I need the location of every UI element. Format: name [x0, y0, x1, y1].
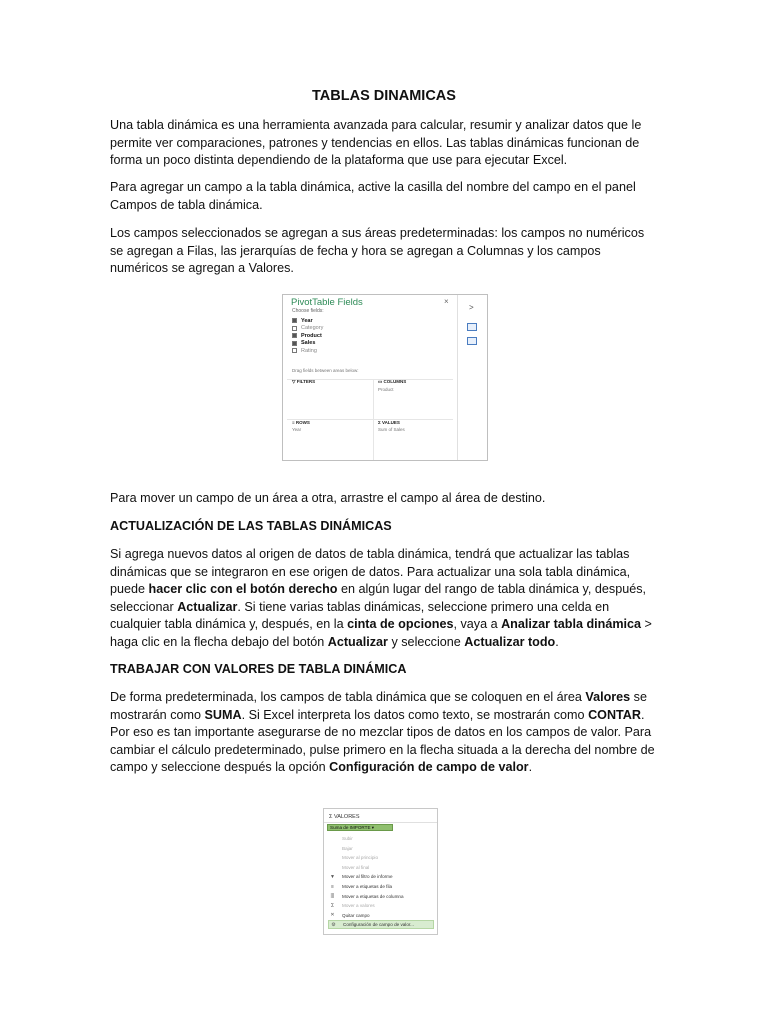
checkbox-icon [292, 341, 297, 346]
checkbox-icon [292, 348, 297, 353]
filter-icon-label: ▽ FILTERS [292, 379, 316, 384]
checkbox-icon [292, 318, 297, 323]
menu-item-label: Bajar [342, 845, 353, 851]
menu-item-label: Mover a etiquetas de columna [342, 893, 404, 899]
add-field-paragraph: Para agregar un campo a la tabla dinámica, active la casilla del nombre del campo en el panel Campos de tabla dinámica. [110, 180, 636, 212]
menu-item-label: Configuración de campo de valor... [343, 922, 414, 928]
rows-area: ≡ ROWS Year [292, 420, 310, 432]
menu-item-label: Subir [342, 836, 353, 841]
menu-item[interactable] [328, 872, 434, 881]
pivot-title: PivotTable Fields [291, 297, 363, 308]
menu-item-icon: Σ [330, 902, 335, 909]
menu-item-icon: ✕ [330, 912, 335, 919]
field-list-icon [467, 323, 477, 331]
menu-item[interactable] [328, 844, 434, 853]
menu-item-label: Quitar campo [342, 912, 370, 918]
intro-paragraph: Una tabla dinámica es una herramienta avanzada para calcular, resumir y analizar datos que le permite ver comparaciones, patrones y tendencias en ellos. Las tablas dinámicas funcionan de forma un poco distinta dependiendo de la plataforma que use para ejecutar Excel. [110, 118, 642, 168]
choose-fields-label: Choose fields: [292, 308, 324, 314]
menu-item[interactable] [328, 892, 434, 901]
pivot-fields-pane [283, 295, 458, 460]
heading-actualizacion: ACTUALIZACIÓN DE LAS TABLAS DINÁMICAS [110, 519, 392, 533]
heading-valores: TRABAJAR CON VALORES DE TABLA DINÁMICA [110, 662, 407, 676]
menu-item-label: Mover a valores [342, 903, 375, 909]
drag-fields-label: Drag fields between areas below: [292, 368, 359, 373]
pivottable-fields-figure [282, 294, 488, 461]
menu-item-label: Mover al principio [342, 855, 378, 861]
refresh-paragraph: Si agrega nuevos datos al origen de datos de tabla dinámica, tendrá que actualizar las tablas dinámicas que se integraron en ese origen de datos. Para actualizar una sola tabla dinámica, puede hacer clic con el botón derecho en algún lugar del rango de tabla dinámica y, después, seleccionar Actualizar. Si tiene varias tablas dinámicas, seleccione primero una celda en cualquier tabla dinámica y, después, en la cinta de opciones, vaya a Analizar tabla dinámica > haga clic en la flecha debajo del botón Actualizar y seleccione Actualizar todo. [110, 547, 652, 649]
close-icon: × [444, 297, 449, 306]
selected-value-field: Suma de IMPORTE ▾ [327, 824, 393, 831]
menu-item[interactable] [328, 863, 434, 872]
pivot-side-toolbar [458, 295, 487, 460]
columns-area: ▭ COLUMNS Product [378, 379, 407, 392]
menu-item[interactable] [328, 920, 434, 929]
valores-menu-figure [323, 808, 438, 935]
menu-item[interactable] [328, 853, 434, 862]
menu-item-icon: ⚙ [331, 921, 336, 928]
menu-item-icon: ||| [330, 893, 335, 900]
menu-item[interactable] [328, 901, 434, 910]
values-area: Σ VALUES Sum of Sales [378, 420, 405, 432]
pivot-field: Rating [292, 347, 323, 355]
values-paragraph: De forma predeterminada, los campos de tabla dinámica que se coloquen en el área Valores se mostrarán como SUMA. Si Excel interpreta los datos como texto, se mostrarán como CONTAR. Por eso es tan importante asegurarse de no mezclar tipos de datos en los campos de valor. Para cambiar el cálculo predeterminado, pulse primero en la flecha situada a la derecha del nombre de campo y seleccione después la opción Configuración de campo de valor. [110, 690, 655, 775]
filters-area [292, 379, 315, 385]
checkbox-icon [292, 333, 297, 338]
menu-item-label: Mover a etiquetas de fila [342, 884, 393, 889]
menu-item[interactable] [328, 911, 434, 920]
valores-header: Σ VALORES [329, 814, 360, 820]
document-title: TABLAS DINAMICAS [312, 88, 456, 104]
chevron-right-icon: > [469, 303, 474, 312]
divider [324, 822, 437, 823]
pivot-field-list [292, 317, 323, 355]
pivot-field: Category [292, 325, 323, 333]
menu-item[interactable] [328, 882, 434, 891]
divider [373, 379, 374, 460]
menu-item-icon: ≡ [331, 883, 334, 890]
pivot-field: Sales [292, 340, 323, 348]
menu-item-label: Mover al final [342, 864, 370, 870]
menu-item-label: Mover al filtro de informe [342, 874, 393, 880]
pivot-field: Year [292, 317, 323, 325]
menu-item-icon: ▼ [330, 873, 335, 880]
field-settings-icon [467, 337, 477, 345]
checkbox-icon [292, 326, 297, 331]
pivot-field: Product [292, 332, 323, 340]
move-field-paragraph: Para mover un campo de un área a otra, arrastre el campo al área de destino. [110, 491, 546, 505]
default-areas-paragraph: Los campos seleccionados se agregan a sus áreas predeterminadas: los campos no numéricos se agregan a Filas, las jerarquías de fecha y hora se agregan a Columnas y los campos numéricos se agregan a Valores. [110, 226, 645, 276]
menu-item[interactable] [328, 834, 434, 843]
